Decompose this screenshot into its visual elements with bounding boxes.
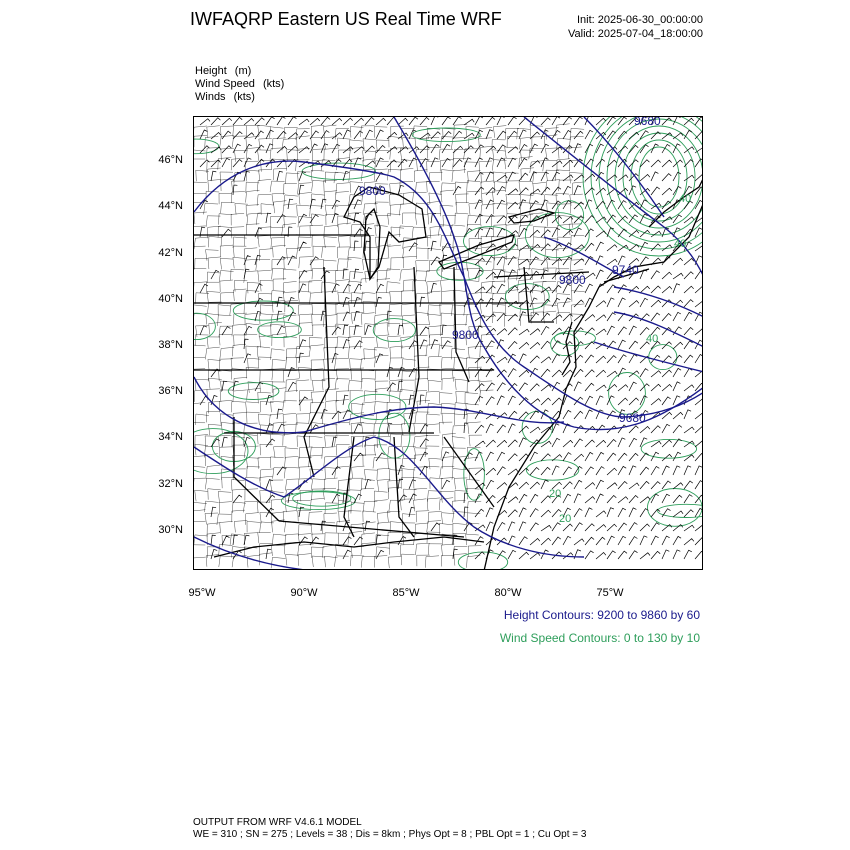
variable-name: Winds: [195, 91, 226, 103]
wind-contour: [555, 201, 583, 230]
wind-label: 40: [674, 238, 687, 250]
height-label: 9800: [559, 273, 586, 287]
lat-label: 40°N: [158, 293, 183, 305]
height-label: 9680: [634, 117, 661, 128]
map-canvas: [194, 117, 703, 570]
great-lakes-outline: [344, 187, 426, 279]
variable-name: Wind Speed: [195, 78, 255, 90]
lat-label: 30°N: [158, 524, 183, 536]
wind-label: 20: [559, 513, 572, 525]
variable-unit: (kts): [233, 91, 255, 103]
state-line-6: [304, 267, 329, 477]
lat-label: 32°N: [158, 478, 183, 490]
variable-winds: [195, 91, 255, 103]
plot-title: IWFAQRP Eastern US Real Time WRF: [190, 9, 502, 29]
wind-contour: [228, 383, 279, 400]
lon-label: 75°W: [596, 587, 624, 599]
wind-label: 40: [679, 193, 692, 205]
height-contours: [194, 117, 703, 570]
wind-contour: [437, 262, 483, 280]
height-label: 9800: [359, 184, 386, 198]
variable-name: Height: [195, 65, 227, 77]
lat-label: 46°N: [158, 154, 183, 166]
wind-contour: [609, 373, 646, 415]
wind-contour: [194, 429, 248, 474]
county-lines: [194, 124, 586, 569]
height-contour-info: Height Contours: 9200 to 9860 by 60: [503, 608, 700, 622]
wind-contour: [458, 552, 507, 570]
height-label: 9680: [619, 411, 646, 425]
variable-unit: (m): [234, 65, 252, 77]
wind-label: 40: [646, 333, 659, 345]
wind-label: 20: [549, 488, 562, 500]
wind-contour: [525, 213, 589, 258]
wind-contour: [623, 133, 695, 221]
lon-label: 90°W: [290, 587, 318, 599]
model-info: OUTPUT FROM WRF V4.6.1 MODEL: [193, 817, 362, 828]
wind-contour: [607, 119, 703, 235]
lat-label: 38°N: [158, 339, 183, 351]
wind-contour: [233, 301, 293, 320]
lat-label: 42°N: [158, 247, 183, 259]
height-label: 9800: [452, 328, 479, 342]
lon-label: 85°W: [392, 587, 420, 599]
weather-map: [193, 116, 703, 570]
model-config: WE = 310 ; SN = 275 ; Levels = 38 ; Dis = 8km ; Phys Opt = 8 ; PBL Opt = 1 ; Cu Opt = 3: [193, 829, 587, 840]
county-grid: [194, 124, 586, 569]
wind-contour-info: Wind Speed Contours: 0 to 130 by 10: [499, 631, 700, 645]
variable-height: [195, 65, 251, 77]
lat-label: 36°N: [158, 385, 183, 397]
variable-wind-speed: [195, 78, 284, 90]
gulf-coastline: [214, 537, 484, 557]
init-time: Init: 2025-06-30_00:00:00: [577, 14, 703, 26]
lon-label: 95°W: [188, 587, 216, 599]
wind-contour: [302, 163, 375, 179]
valid-time: Valid: 2025-07-04_18:00:00: [568, 28, 703, 40]
lake-michigan: [364, 209, 380, 279]
wind-contour: [349, 394, 406, 419]
height-label: 9740: [612, 263, 639, 277]
lon-label: 80°W: [494, 587, 522, 599]
wind-contour-labels: [549, 193, 691, 525]
lat-label: 34°N: [158, 431, 183, 443]
lat-label: 44°N: [158, 200, 183, 212]
state-line-12: [394, 437, 414, 537]
wind-contour: [373, 319, 415, 342]
variable-unit: (kts): [262, 78, 285, 90]
wind-contours: [194, 117, 703, 570]
